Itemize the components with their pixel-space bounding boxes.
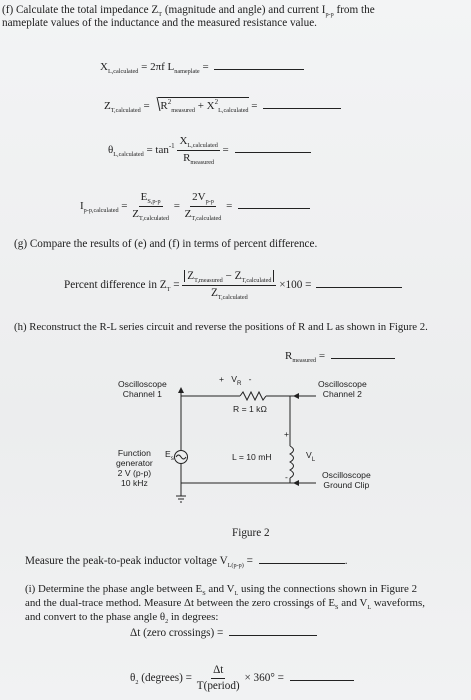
- resistor-symbol: [240, 392, 266, 400]
- theta2-blank[interactable]: [290, 671, 354, 681]
- r-value-label: R = 1 kΩ: [233, 404, 267, 414]
- function-generator-label: Function generator 2 V (p-p) 10 kHz: [116, 448, 153, 488]
- ch1-arrow: [178, 387, 184, 393]
- eq-xl: $X_{L,calculated} = 2\pi f$ $L_{nameplate}$ =: [100, 60, 304, 75]
- osc-ch2-label: Oscilloscope Channel 2: [318, 379, 367, 399]
- osc-ch1-label: Oscilloscope Channel 1: [118, 379, 167, 399]
- figure-caption: Figure 2: [232, 527, 270, 539]
- dt-zero-crossings: Δt (zero crossings) =: [130, 626, 317, 640]
- part-i-line2: and the dual-trace method. Measure Δt between the zero crossings of $E_S$ and $V_L$ waveforms,: [25, 597, 425, 611]
- measure-vl: Measure the peak-to-peak inductor voltage $V_{L(p-p)}$ = .: [25, 555, 348, 569]
- inductor-symbol: [290, 446, 294, 478]
- eq-i: $I_{p-p,calculated}$ = $\frac{E_{S,p-p}}{Z_{T,calculated}}$ = $\frac{2V_{p-p}}{Z_{T,calculated}}$ =: [80, 191, 310, 222]
- gnd-arrow: [293, 480, 299, 486]
- l-value-label: L = 10 mH: [232, 452, 272, 462]
- part-f-line2: nameplate values of the inductance and the measured resistance value.: [2, 17, 317, 29]
- r-measured: $R_{measured}$ =: [285, 349, 395, 364]
- eq-theta: $\theta_{L,calculated} = \tan^{-1}$ $\frac{X_{L,calculated}}{R_{measured}}$ =: [108, 135, 311, 166]
- ground-clip-label: Oscilloscope Ground Clip: [322, 470, 371, 490]
- part-f-line1: (f) Calculate the total impedance $Z_T$ (magnitude and angle) and current $I_{p-p}$ from the: [2, 4, 375, 18]
- eq-zt: $Z_{T,calculated} = R^2_{measured} + X^2_{L,calculated}$ =: [104, 97, 341, 114]
- part-i-line3: and convert to the phase angle $\theta_2$ in degrees:: [25, 611, 219, 625]
- vl-label: $V_L$: [306, 450, 316, 463]
- part-h-text: (h) Reconstruct the R-L series circuit and reverse the positions of R and L as shown in Figure 2.: [14, 321, 428, 333]
- eq-percent-diff: Percent difference in $Z_T$ = $\frac{Z_{T,measured} - Z_{T,calculated}}{Z_{T,calculated}}$ ×100 =: [64, 270, 402, 301]
- part-i-line1: (i) Determine the phase angle between $E_S$ and $V_L$ using the connections shown in Figure 2: [25, 583, 418, 597]
- vr-label: + $V_R$ -: [219, 374, 252, 387]
- theta2-eq: $\theta_2$ (degrees) = $\frac{\Delta t}{\text{T(period)}}$ × 360° =: [130, 664, 354, 693]
- vl-plus: +: [284, 429, 290, 439]
- vl-minus: -: [285, 472, 288, 482]
- ch2-arrow: [293, 393, 299, 399]
- part-g-text: (g) Compare the results of (e) and (f) in terms of percent difference.: [14, 238, 318, 250]
- vl-pp-blank[interactable]: [259, 554, 345, 564]
- es-label: $E_s$: [165, 449, 174, 462]
- dt-blank[interactable]: [229, 626, 317, 636]
- sine-symbol: [176, 455, 186, 459]
